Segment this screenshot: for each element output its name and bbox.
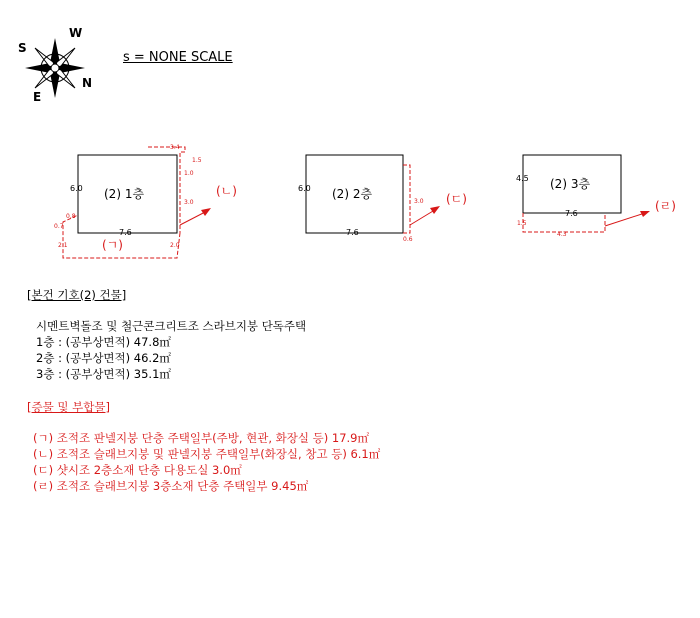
- floor3-dim: 4.3: [557, 231, 567, 238]
- floor1-dim: 3.0: [184, 199, 194, 206]
- floor2-height: 6.0: [298, 184, 311, 193]
- floor1-dim: 1.0: [184, 170, 194, 177]
- floor3-arrow: [605, 212, 648, 226]
- building-area-3f: 3층 : (공부상면적) 35.1㎡: [36, 367, 171, 381]
- floor1-annex-marker: (ㄱ): [102, 238, 123, 252]
- compass-e-label: E: [33, 90, 42, 104]
- extension-item: (ㄹ) 조적조 슬래브지붕 3층소재 단층 주택일부 9.45㎡: [33, 479, 309, 493]
- floor3-height: 4.5: [516, 174, 529, 183]
- extension-item: (ㄴ) 조적조 슬래브지붕 및 판넬지붕 주택일부(화장실, 창고 등) 6.1㎡: [33, 447, 381, 461]
- floor1-annex-outline: [63, 147, 185, 258]
- compass-s-label: S: [18, 41, 27, 55]
- floor3-dim: 1.5: [517, 220, 527, 227]
- floor1-label: (2) 1층: [104, 187, 145, 201]
- floor3-arrow-marker: (ㄹ): [655, 199, 676, 213]
- floor1-dim: 3.4: [170, 144, 180, 151]
- floor2-annex-outline: [403, 165, 410, 233]
- floor2-dim: 3.0: [414, 198, 424, 205]
- scale-label: s = NONE SCALE: [123, 50, 233, 65]
- extension-item: (ㄷ) 샷시조 2층소재 단층 다용도실 3.0㎡: [33, 463, 242, 477]
- floor2-dim: 0.6: [403, 236, 413, 243]
- building-area-1f: 1층 : (공부상면적) 47.8㎡: [36, 335, 171, 349]
- floor1-dim: 2.0: [170, 242, 180, 249]
- floor3-label: (2) 3층: [550, 177, 591, 191]
- compass-n-label: N: [82, 76, 93, 90]
- extension-item: (ㄱ) 조적조 판넬지붕 단층 주택일부(주방, 현관, 화장실 등) 17.9㎡: [33, 431, 370, 445]
- floor1-width: 7.6: [119, 228, 132, 237]
- compass-w-label: W: [69, 26, 83, 40]
- floor2-label: (2) 2층: [332, 187, 373, 201]
- floor1-dim: 0.7: [54, 223, 64, 230]
- building-structure: 시멘트벽돌조 및 철근콘크리트조 스라브지붕 단독주택: [36, 319, 307, 333]
- compass-rose-icon: [25, 38, 85, 98]
- extensions-heading: [증물 및 부합물]: [27, 400, 110, 414]
- floor2-width: 7.6: [346, 228, 359, 237]
- floor1-dim: 1.5: [192, 157, 202, 164]
- floor1-arrow-marker: (ㄴ): [216, 184, 237, 198]
- floor1-height: 6.0: [70, 184, 83, 193]
- floor1-dim: 0.8: [66, 213, 76, 220]
- floor2-arrow-marker: (ㄷ): [446, 192, 467, 206]
- building-area-2f: 2층 : (공부상면적) 46.2㎡: [36, 351, 171, 365]
- floor1-dim: 2.1: [58, 242, 68, 249]
- building-heading: [본건 기호(2) 건물]: [27, 288, 127, 302]
- floor3-width: 7.6: [565, 209, 578, 218]
